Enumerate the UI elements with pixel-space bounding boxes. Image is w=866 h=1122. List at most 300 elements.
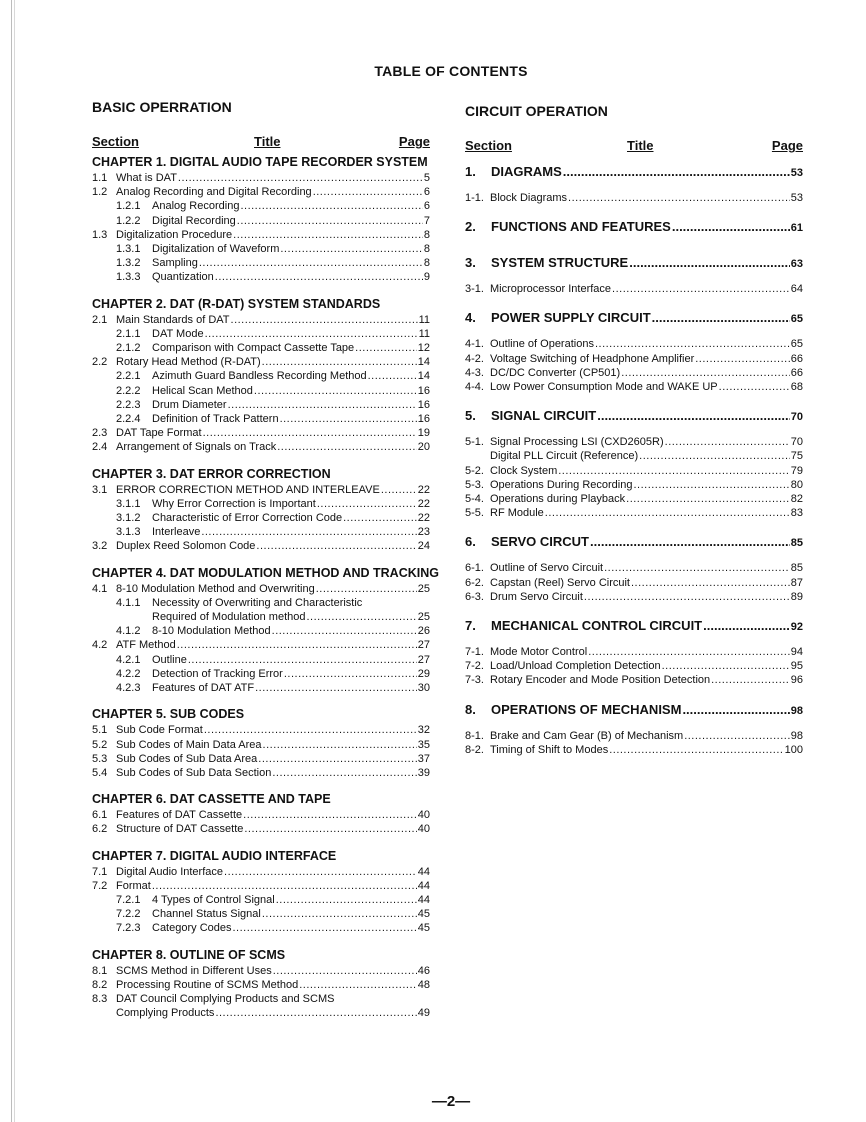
entry-text: Microprocessor Interface: [490, 283, 612, 296]
toc-entry: [92, 624, 430, 638]
subsection-list: [465, 191, 803, 205]
leader-dots: [255, 681, 417, 695]
section-heading: [465, 616, 803, 636]
toc-entry: [465, 380, 803, 394]
entry-page: 32: [417, 724, 430, 737]
header-page: Page: [771, 138, 803, 153]
leader-dots: [306, 610, 416, 624]
entry-page: 87: [790, 576, 803, 589]
entry-page: 44: [417, 879, 430, 892]
leader-dots: [231, 313, 418, 327]
subsection-list: [465, 729, 803, 757]
leader-dots: [228, 398, 417, 412]
toc-entry: [92, 228, 430, 242]
entry-page: 6: [423, 200, 430, 213]
leader-dots: [256, 539, 416, 553]
entry-text: Outline of Servo Circuit: [490, 562, 604, 575]
section-block: [465, 162, 803, 205]
section-block: [465, 308, 803, 394]
toc-entry: [465, 366, 803, 380]
entry-page: 40: [417, 809, 430, 822]
entry-page: 46: [417, 964, 430, 977]
subsection-list: [465, 337, 803, 394]
leader-dots: [355, 341, 417, 355]
entry-text: Analog Recording: [152, 200, 240, 213]
entry-text: Necessity of Overwriting and Characteristic: [152, 596, 363, 609]
entry-number: 4.1.2: [116, 625, 141, 638]
toc-entry: [92, 270, 430, 284]
entry-text: Digital Audio Interface: [116, 865, 224, 878]
chapter-block: [92, 791, 430, 836]
entry-text: SCMS Method in Different Uses: [116, 964, 272, 977]
entry-text: Main Standards of DAT: [116, 313, 230, 326]
section-page: 65: [790, 313, 803, 326]
entry-number: 3.1.1: [116, 497, 141, 510]
toc-entry: [465, 464, 803, 478]
leader-dots: [695, 352, 790, 366]
entry-text: Characteristic of Error Correction Code: [152, 512, 343, 525]
toc-entry: [465, 590, 803, 604]
entry-text: Required of Modulation method: [152, 611, 306, 624]
entry-page: 48: [417, 978, 430, 991]
entry-page: 80: [790, 478, 803, 491]
entry-number: 6-2.: [465, 576, 484, 589]
leader-dots: [621, 366, 790, 380]
leader-dots: [243, 808, 417, 822]
toc-entry: [92, 992, 430, 1006]
toc-entry: [92, 313, 430, 327]
chapter-title: CHAPTER 1. DIGITAL AUDIO TAPE RECORDER SYSTEM: [92, 155, 428, 169]
entry-number: 2.3: [92, 427, 108, 440]
entry-number: 1.3.2: [116, 257, 141, 270]
section-title: DIAGRAMS: [491, 164, 562, 179]
section-heading: [465, 406, 803, 426]
page-title: TABLE OF CONTENTS: [374, 63, 528, 79]
leader-dots: [682, 700, 789, 720]
entry-page: 65: [790, 338, 803, 351]
section-list: [465, 162, 803, 757]
toc-entry: [465, 576, 803, 590]
chapter-block: [92, 296, 430, 455]
entry-number: 6.2: [92, 823, 108, 836]
entry-number: 4-2.: [465, 352, 484, 365]
entry-number: 2.1.1: [116, 327, 141, 340]
leader-dots: [629, 253, 790, 273]
section-title: POWER SUPPLY CIRCUIT: [491, 310, 651, 326]
toc-entry: [92, 808, 430, 822]
toc-entry: [465, 337, 803, 351]
toc-entry: [92, 752, 430, 766]
toc-entry: [92, 199, 430, 213]
section-block: [465, 616, 803, 688]
entry-text: Why Error Correction is Important: [152, 497, 316, 510]
entry-page: 11: [418, 327, 430, 340]
chapter-block: [92, 706, 430, 780]
chapter-block: [92, 466, 430, 554]
entry-text: Digital Recording: [152, 214, 236, 227]
leader-dots: [215, 270, 423, 284]
entry-page: 24: [417, 540, 430, 553]
subsection-list: [465, 282, 803, 296]
leader-dots: [652, 308, 790, 328]
entry-number: 1.1: [92, 172, 108, 184]
leader-dots: [262, 355, 417, 369]
entry-number: 1.3.1: [116, 243, 141, 256]
leader-dots: [558, 464, 790, 478]
section-heading: [465, 700, 803, 720]
entry-page: 45: [417, 908, 430, 921]
entry-text: Features of DAT Cassette: [116, 809, 243, 822]
leader-dots: [272, 766, 416, 780]
leader-dots: [584, 590, 790, 604]
chapter-block: [92, 947, 430, 1021]
entry-page: 27: [417, 639, 430, 652]
entry-number: 1.2.2: [116, 214, 141, 227]
toc-entry: [92, 723, 430, 737]
entry-number: 8.2: [92, 978, 108, 991]
toc-entry: [92, 921, 430, 935]
entry-number: 6-1.: [465, 562, 484, 575]
header-page: Page: [398, 134, 430, 149]
subsection-list: [465, 561, 803, 604]
entry-text: Azimuth Guard Bandless Recording Method: [152, 370, 367, 383]
entry-text: Helical Scan Method: [152, 384, 253, 397]
entry-number: 1-1.: [465, 192, 484, 204]
leader-dots: [368, 369, 417, 383]
entry-text: 8-10 Modulation Method and Overwriting: [116, 582, 315, 595]
leader-dots: [343, 511, 417, 525]
entry-text: DAT Council Complying Products and SCMS: [116, 992, 335, 1005]
entry-number: 5-3.: [465, 478, 484, 491]
section-page: 92: [790, 621, 803, 634]
chapter-block: [92, 565, 439, 696]
entry-page: 25: [417, 582, 430, 595]
entry-page: 22: [417, 483, 430, 496]
leader-dots: [224, 865, 417, 879]
entry-text: 4 Types of Control Signal: [152, 893, 275, 906]
entry-text: Interleave: [152, 526, 201, 539]
entry-text: 8-10 Modulation Method: [152, 625, 271, 638]
entry-number: 4-3.: [465, 366, 484, 379]
entry-text: Outline: [152, 653, 187, 666]
section-title: SYSTEM STRUCTURE: [491, 255, 629, 271]
leader-dots: [609, 743, 783, 757]
entry-number: 2.4: [92, 441, 108, 454]
leader-dots: [604, 561, 790, 575]
leader-dots: [263, 738, 417, 752]
section-heading: [465, 162, 803, 182]
toc-entry: [465, 673, 803, 687]
entry-number: 2.2.3: [116, 398, 141, 411]
entry-text: Timing of Shift to Modes: [490, 743, 609, 756]
entry-number: 4.2.2: [116, 667, 141, 680]
leader-dots: [244, 822, 416, 836]
entry-text: Sub Code Format: [116, 724, 203, 737]
toc-entry: [92, 738, 430, 752]
leader-dots: [665, 435, 790, 449]
entry-number: 4.2.3: [116, 682, 141, 695]
section-page: 85: [790, 537, 803, 550]
column-header: [465, 138, 803, 156]
entry-page: 12: [417, 342, 430, 355]
entry-number: 2.2.1: [116, 370, 141, 383]
leader-dots: [631, 576, 790, 590]
entry-page: 95: [790, 660, 803, 673]
toc-entry: [465, 729, 803, 743]
entry-number: 8.1: [92, 964, 108, 977]
toc-entry: [92, 653, 430, 667]
section-block: [465, 253, 803, 296]
leader-dots: [563, 162, 790, 182]
entry-number: 4-1.: [465, 338, 484, 351]
toc-entry: [465, 449, 803, 463]
leader-dots: [205, 327, 418, 341]
entry-text: ATF Method: [116, 639, 176, 652]
leader-dots: [152, 879, 417, 893]
toc-entry: [92, 681, 430, 695]
chapter-title: CHAPTER 6. DAT CASSETTE AND TAPE: [92, 792, 331, 807]
toc-entry: [465, 659, 803, 673]
header-title: Title: [254, 134, 281, 149]
entry-page: 89: [790, 590, 803, 603]
entry-number: 7-2.: [465, 660, 484, 673]
entry-page: 35: [417, 738, 430, 751]
entry-text: Duplex Reed Solomon Code: [116, 540, 256, 553]
leader-dots: [299, 978, 417, 992]
entry-text: Category Codes: [152, 922, 232, 935]
leader-dots: [588, 645, 790, 659]
entry-number: 4.2: [92, 639, 108, 652]
toc-entry: [92, 497, 430, 511]
entry-text: Block Diagrams: [490, 192, 568, 204]
toc-entry: [92, 398, 430, 412]
leader-dots: [703, 616, 790, 636]
entry-number: 1.2: [92, 186, 108, 199]
entry-page: 8: [423, 257, 430, 270]
section-block: [465, 532, 803, 604]
entry-page: 22: [417, 497, 430, 510]
leader-dots: [280, 412, 417, 426]
toc-entry: [92, 440, 430, 454]
section-page: 61: [790, 222, 803, 235]
entry-text: Arrangement of Signals on Track: [116, 441, 277, 454]
entry-page: 26: [417, 625, 430, 638]
section-title: SERVO CIRCUT: [491, 534, 589, 550]
chapter-title: CHAPTER 5. SUB CODES: [92, 707, 245, 722]
chapter-block: [92, 154, 430, 285]
entry-text: DAT Tape Format: [116, 427, 202, 440]
chapter-block: [92, 848, 430, 936]
toc-entry: [92, 214, 430, 228]
leader-dots: [178, 171, 423, 185]
toc-entry: [465, 743, 803, 757]
entry-text: Processing Routine of SCMS Method: [116, 978, 299, 991]
chapter-title: CHAPTER 4. DAT MODULATION METHOD AND TRACKING: [92, 565, 439, 580]
section-page: 63: [790, 258, 803, 271]
leader-dots: [188, 653, 417, 667]
entry-number: 5.1: [92, 724, 108, 737]
basic-operation-column: [92, 97, 439, 1020]
leader-dots: [313, 185, 423, 199]
toc-entry: [92, 242, 430, 256]
leader-dots: [633, 478, 789, 492]
section-number: 7.: [465, 618, 476, 634]
toc-entry: [92, 667, 430, 681]
chapter-title: CHAPTER 3. DAT ERROR CORRECTION: [92, 466, 331, 481]
entry-page: 8: [423, 228, 430, 241]
entry-number: 1.2.1: [116, 200, 141, 213]
entry-number: 7.2.3: [116, 922, 141, 935]
entry-number: 3.1.2: [116, 512, 141, 525]
toc-entry: [92, 483, 430, 497]
toc-entry: [465, 506, 803, 520]
entry-page: 29: [417, 667, 430, 680]
binding-line-inner: [14, 0, 15, 1122]
leader-dots: [177, 638, 417, 652]
entry-page: 9: [423, 271, 430, 284]
toc-entry: [92, 582, 430, 596]
entry-page: 44: [417, 893, 430, 906]
leader-dots: [262, 907, 417, 921]
toc-entry: [92, 596, 430, 610]
entry-number: 4.1.1: [116, 596, 141, 609]
entry-text: Low Power Consumption Mode and WAKE UP: [490, 381, 718, 394]
entry-page: 22: [417, 512, 430, 525]
section-number: 2.: [465, 219, 476, 235]
entry-text: Capstan (Reel) Servo Circuit: [490, 576, 630, 589]
entry-text: Sub Codes of Main Data Area: [116, 738, 262, 751]
leader-dots: [240, 199, 422, 213]
entry-text: Complying Products: [116, 1007, 215, 1020]
entry-page: 27: [417, 653, 430, 666]
entry-page: 19: [417, 427, 430, 440]
entry-text: Load/Unload Completion Detection: [490, 660, 661, 673]
entry-page: 66: [790, 366, 803, 379]
toc-entry: [92, 978, 430, 992]
toc-entry: [465, 645, 803, 659]
section-heading: [465, 253, 803, 273]
entry-number: 5-2.: [465, 464, 484, 477]
toc-entry: [465, 492, 803, 506]
chapter-title: CHAPTER 2. DAT (R-DAT) SYSTEM STANDARDS: [92, 296, 381, 311]
part-title-circuit: CIRCUIT OPERATION: [465, 103, 608, 119]
toc-entry: [92, 879, 430, 893]
binding-line: [11, 0, 12, 1122]
section-number: 1.: [465, 164, 476, 179]
entry-text: Sub Codes of Sub Data Area: [116, 752, 258, 765]
section-title: SIGNAL CIRCUIT: [491, 408, 597, 424]
entry-page: 7: [423, 214, 430, 227]
entry-text: RF Module: [490, 507, 544, 520]
entry-text: Mode Motor Control: [490, 646, 588, 659]
toc-entry: [465, 478, 803, 492]
toc-entry: [92, 426, 430, 440]
toc-entry: [92, 355, 430, 369]
leader-dots: [277, 440, 417, 454]
leader-dots: [626, 492, 790, 506]
toc-entry: [92, 907, 430, 921]
entry-page: 16: [417, 384, 430, 397]
toc-entry: [465, 282, 803, 296]
toc-entry: [92, 412, 430, 426]
leader-dots: [233, 921, 417, 935]
entry-page: 20: [417, 441, 430, 454]
header-section: Section: [465, 138, 512, 153]
leader-dots: [233, 228, 423, 242]
header-title: Title: [627, 138, 654, 153]
entry-text: Signal Processing LSI (CXD2605R): [490, 436, 664, 449]
entry-page: 79: [790, 464, 803, 477]
leader-dots: [711, 673, 790, 687]
toc-entry: [92, 822, 430, 836]
entry-text: Voltage Switching of Headphone Amplifier: [490, 352, 695, 365]
entry-page: 49: [417, 1007, 430, 1020]
entry-text: Drum Servo Circuit: [490, 590, 583, 603]
leader-dots: [590, 532, 790, 552]
section-number: 3.: [465, 255, 476, 271]
entry-number: 7.1: [92, 865, 108, 878]
entry-number: 5-5.: [465, 507, 484, 520]
toc-entry: [92, 185, 430, 199]
subsection-list: [465, 435, 803, 520]
section-number: 6.: [465, 534, 476, 550]
entry-page: 68: [790, 381, 803, 394]
entry-page: 14: [417, 370, 430, 383]
page-number: —2—: [431, 1093, 471, 1110]
entry-page: 23: [417, 526, 430, 539]
entry-text: DC/DC Converter (CP501): [490, 366, 621, 379]
entry-page: 98: [790, 729, 803, 742]
leader-dots: [284, 667, 417, 681]
subsection-list: [465, 645, 803, 688]
toc-entry: [92, 638, 430, 652]
section-title: OPERATIONS OF MECHANISM: [491, 701, 682, 717]
entry-page: 39: [417, 766, 430, 779]
toc-entry: [92, 511, 430, 525]
entry-text: Sub Codes of Sub Data Section: [116, 766, 272, 779]
chapter-title: CHAPTER 7. DIGITAL AUDIO INTERFACE: [92, 848, 337, 863]
leader-dots: [237, 214, 423, 228]
entry-number: 1.3: [92, 228, 108, 241]
entry-number: 2.1: [92, 313, 108, 326]
entry-page: 40: [417, 823, 430, 836]
entry-number: 8-1.: [465, 729, 484, 742]
entry-number: 1.3.3: [116, 271, 141, 284]
toc-entry: [92, 766, 430, 780]
section-number: 4.: [465, 310, 476, 326]
chapter-title: CHAPTER 8. OUTLINE OF SCMS: [92, 947, 286, 962]
toc-entry: [92, 369, 430, 383]
leader-dots: [595, 337, 790, 351]
section-page: 53: [790, 167, 803, 179]
entry-text: Drum Diameter: [152, 398, 227, 411]
section-page: 98: [790, 704, 803, 717]
toc-entry: [465, 191, 803, 205]
leader-dots: [545, 506, 790, 520]
toc-entry: [92, 256, 430, 270]
entry-text: ERROR CORRECTION METHOD AND INTERLEAVE: [116, 483, 380, 496]
toc-entry: [465, 352, 803, 366]
toc-entry: [92, 327, 430, 341]
section-title: MECHANICAL CONTROL CIRCUIT: [491, 618, 703, 634]
entry-text: Brake and Cam Gear (B) of Mechanism: [490, 729, 684, 742]
entry-text: Analog Recording and Digital Recording: [116, 186, 312, 199]
entry-page: 30: [417, 682, 430, 695]
entry-number: 7-1.: [465, 646, 484, 659]
leader-dots: [273, 964, 417, 978]
entry-text: Features of DAT ATF: [152, 682, 255, 695]
entry-page: 16: [417, 413, 430, 426]
